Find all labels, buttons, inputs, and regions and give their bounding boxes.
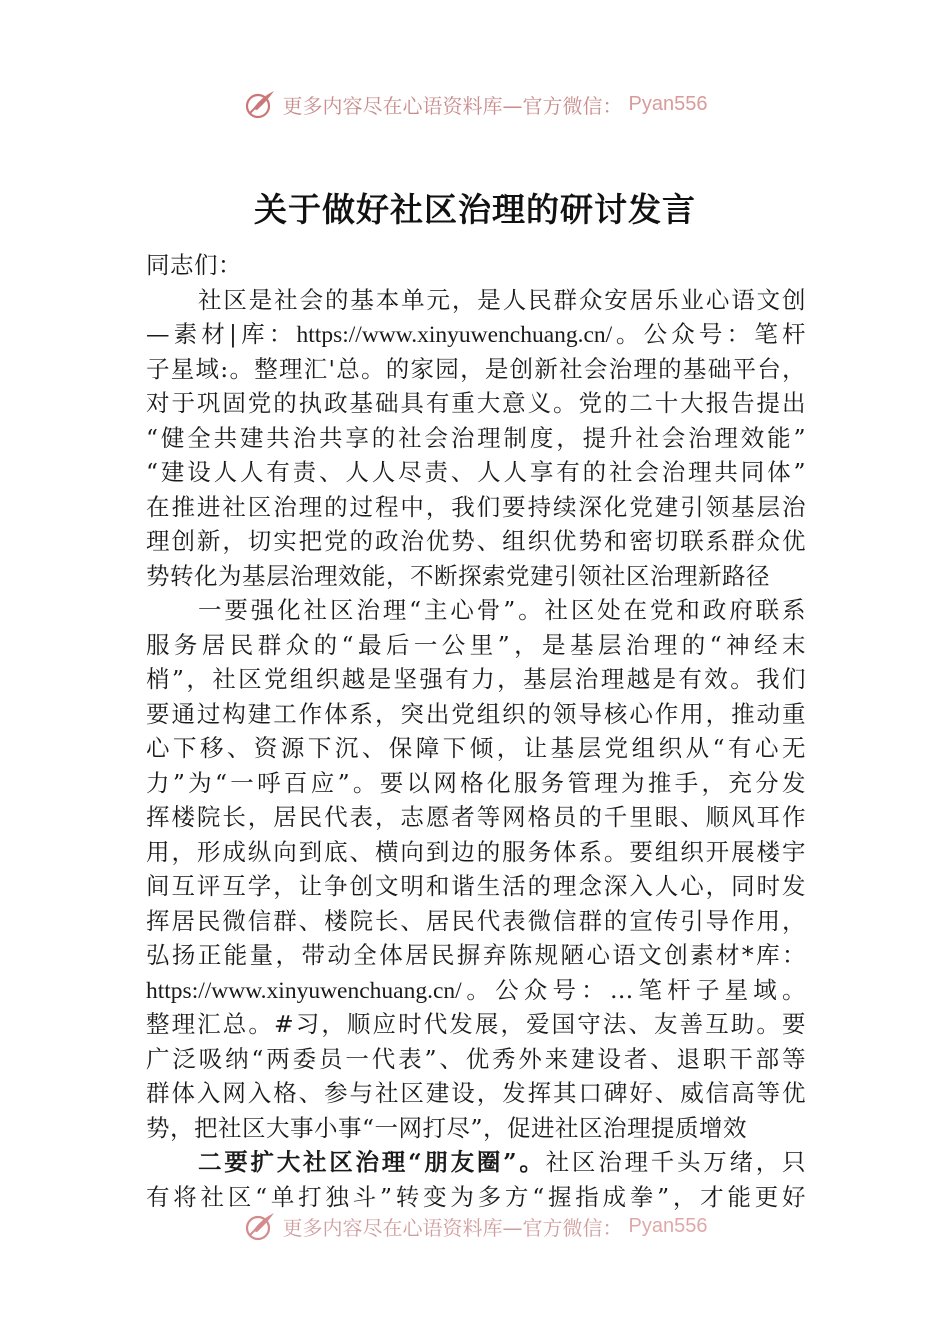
body-line: “建设人人有责、人人尽责、人人享有的社会治理共同体”: [146, 458, 806, 486]
body-line: 势转化为基层治理效能，不断探索党建引领社区治理新路径: [146, 561, 770, 590]
body-line: 对于巩固党的执政基础具有重大意义。党的二十大报告提出: [146, 389, 806, 417]
quill-logo-icon: [243, 87, 277, 121]
body-line: https://www.xinyuwenchuang.cn/。公众号：…笔杆子星域。: [146, 975, 806, 1004]
watermark-text: 更多内容尽在心语资料库—官方微信：: [282, 93, 623, 118]
body-line: 群体入网入格、参与社区建设，发挥其口碑好、威信高等优: [146, 1079, 806, 1107]
watermark-banner-top: [0, 86, 950, 122]
salutation: 同志们：: [146, 251, 242, 279]
body-line: 整理汇总。#习，顺应时代发展，爱国守法、友善互助。要: [146, 1010, 806, 1038]
watermark-wechat-id: Pyan556: [628, 1214, 708, 1237]
body-line: 势，把社区大事小事“一网打尽”，促进社区治理提质增效: [146, 1113, 748, 1142]
body-line: 子星域:。整理汇'总。的家园，是创新社会治理的基础平台，: [146, 354, 806, 383]
body-line: 挥居民微信群、楼院长、居民代表微信群的宣传引导作用，: [146, 906, 806, 935]
watermark-text: 更多内容尽在心语资料库—官方微信：: [282, 1215, 623, 1240]
quill-logo-icon: [243, 1209, 277, 1243]
body-line: 社区是社会的基本单元，是人民群众安居乐业心语文创: [198, 285, 806, 314]
url-text: https://www.xinyuwenchuang.cn/: [146, 977, 462, 1004]
document-title: 关于做好社区治理的研讨发言: [254, 190, 696, 229]
body-line: 心下移、资源下沉、保障下倾，让基层党组织从“有心无: [146, 734, 806, 762]
body-line: 要通过构建工作体系，突出党组织的领导核心作用，推动重: [146, 699, 806, 728]
section-one-heading-line: 一要强化社区治理“主心骨”。社区处在党和政府联系: [198, 596, 806, 624]
watermark-wechat-id: Pyan556: [628, 92, 708, 115]
body-line: 理创新，切实把党的政治优势、组织优势和密切联系群众优: [146, 527, 806, 555]
body-line: 弘扬正能量，带动全体居民摒弃陈规陋心语文创素材*库：: [146, 941, 806, 969]
body-line: 广泛吸纳“两委员一代表”、优秀外来建设者、退职干部等: [146, 1044, 806, 1073]
document-body: [146, 248, 806, 1214]
watermark-banner-bottom: [0, 1208, 950, 1244]
section-two-heading: 二要扩大社区治理“朋友圈”。: [198, 1148, 546, 1176]
body-line: —素材|库：https://www.xinyuwenchuang.cn/。公众号：笔杆: [146, 320, 807, 348]
body-line: 在推进社区治理的过程中，我们要持续深化党建引领基层治: [146, 492, 806, 521]
body-line: 用，形成纵向到底、横向到边的服务体系。要组织开展楼宇: [146, 837, 806, 866]
url-text: https://www.xinyuwenchuang.cn/: [296, 322, 613, 348]
body-line: 梢”，社区党组织越是坚强有力，基层治理越是有效。我们: [146, 665, 806, 693]
body-line: 力”为“一呼百应”。要以网格化服务管理为推手，充分发: [146, 768, 806, 797]
section-two-heading-line: 二要扩大社区治理“朋友圈”。社区治理千头万绪，只: [198, 1148, 807, 1176]
body-line: 有将社区“单打独斗”转变为多方“握指成拳”，才能更好: [146, 1182, 806, 1211]
body-line: 间互评互学，让争创文明和谐生活的理念深入人心，同时发: [146, 872, 806, 900]
body-line: 挥楼院长，居民代表，志愿者等网格员的千里眼、顺风耳作: [146, 803, 806, 831]
body-line: “健全共建共治共享的社会治理制度，提升社会治理效能”: [146, 423, 806, 452]
body-line: 服务居民群众的“最后一公里”，是基层治理的“神经末: [146, 630, 806, 659]
